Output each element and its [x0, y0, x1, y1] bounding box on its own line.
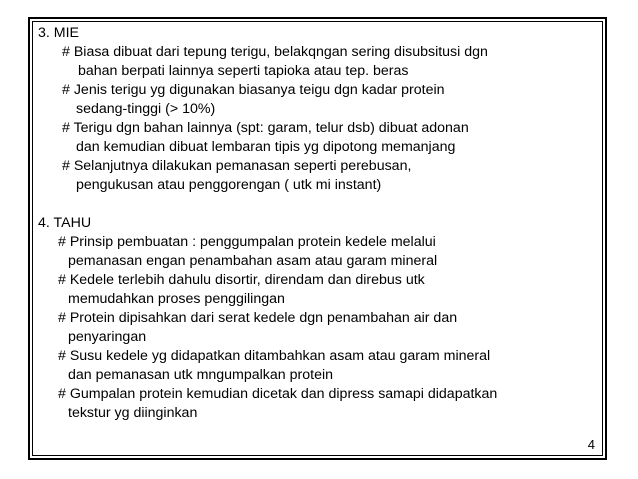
continuation-line: tekstur yg diinginkan	[68, 405, 198, 421]
slide-frame	[28, 17, 607, 460]
slide-content	[38, 24, 597, 423]
continuation-line: dan pemanasan utk mngumpalkan protein	[68, 367, 334, 383]
bullet-line: # Prinsip pembuatan : penggumpalan protein kedele melalui	[58, 234, 436, 250]
bullet-line: # Biasa dibuat dari tepung terigu, belakqngan sering disubsitusi dgn	[62, 44, 488, 60]
continuation-line: dan kemudian dibuat lembaran tipis yg dipotong memanjang	[76, 139, 456, 155]
bullet-line: # Protein dipisahkan dari serat kedele dgn penambahan air dan	[58, 310, 458, 326]
continuation-line: bahan berpati lainnya seperti tapioka atau tep. beras	[78, 63, 409, 79]
section-heading-mie: 3. MIE	[38, 25, 79, 41]
bullet-line: # Kedele terlebih dahulu disortir, direndam dan direbus utk	[58, 272, 425, 288]
continuation-line: pemanasan engan penambahan asam atau garam mineral	[68, 253, 438, 269]
bullet-line: # Selanjutnya dilakukan pemanasan seperti perebusan,	[62, 158, 412, 174]
page-number: 4	[587, 437, 595, 452]
continuation-line: penyaringan	[68, 329, 147, 345]
section-gap	[38, 195, 597, 214]
bullet-line: # Jenis terigu yg digunakan biasanya teigu dgn kadar protein	[62, 82, 445, 98]
continuation-line: memudahkan proses penggilingan	[68, 291, 285, 307]
bullet-line: # Gumpalan protein kemudian dicetak dan dipress samapi didapatkan	[58, 386, 498, 402]
continuation-line: sedang-tinggi (> 10%)	[76, 101, 216, 117]
bullet-line: # Terigu dgn bahan lainnya (spt: garam, telur dsb) dibuat adonan	[62, 120, 469, 136]
section-heading-tahu: 4. TAHU	[38, 215, 92, 231]
continuation-line: pengukusan atau penggorengan ( utk mi instant)	[76, 177, 382, 193]
bullet-line: # Susu kedele yg didapatkan ditambahkan asam atau garam mineral	[58, 348, 491, 364]
